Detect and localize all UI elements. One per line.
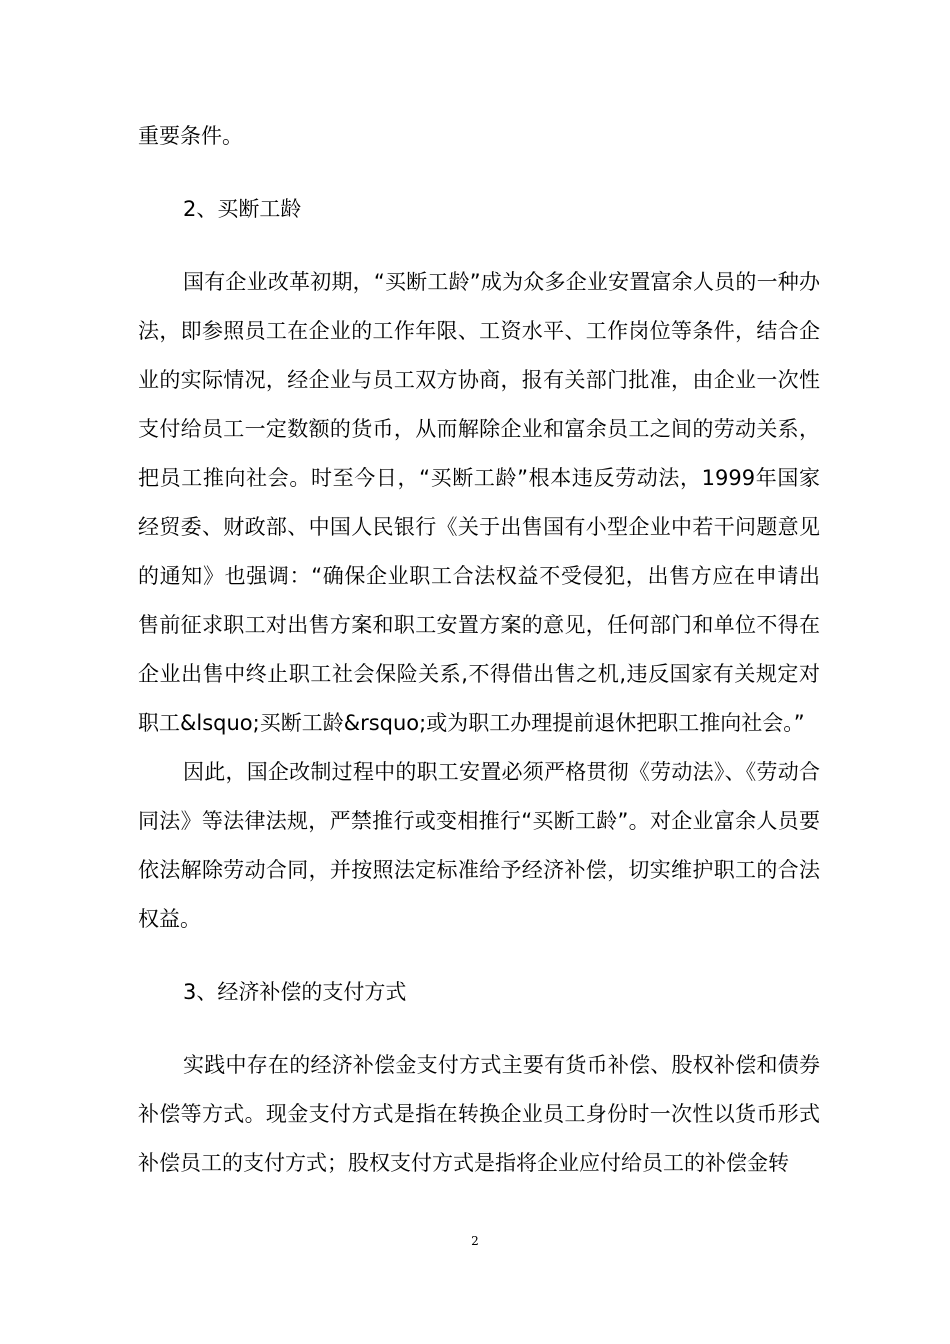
paragraph-payment: 实践中存在的经济补偿金支付方式主要有货币补偿、股权补偿和债券补偿等方式。现金支付方式是指在转换企业员工身份时一次性以货币形式补偿员工的支付方式；股权支付方式是指将企业应付给员工的补偿金转 <box>138 1053 820 1175</box>
section-heading-payment: 3、经济补偿的支付方式 <box>183 980 407 1004</box>
paragraph-buyout: 国有企业改革初期，“买断工龄”成为众多企业安置富余人员的一种办法，即参照员工在企业的工作年限、工资水平、工作岗位等条件，结合企业的实际情况，经企业与员工双方协商，报有关部门批准，由企业一次性支付给员工一定数额的货币，从而解除企业和富余员工之间的劳动关系，把员工推向社会。时至今日，“买断工龄”根本违反劳动法，1999年国家经贸委、财政部、中国人民银行《关于出售国有小型企业中若干问题意见的通知》也强调：“确保企业职工合法权益不受侵犯，出售方应在申请出售前征求职工对出售方案和职工安置方案的意见，任何部门和单位不得在企业出售中终止职工社会保险关系,不得借出售之机,违反国家有关规定对职工&lsquo;买断工龄&rsquo;或为职工办理提前退休把职工推向社会。” <box>138 270 820 735</box>
paragraph-continuation: 重要条件。 <box>138 124 243 148</box>
paragraph-conclusion: 因此，国企改制过程中的职工安置必须严格贯彻《劳动法》、《劳动合同法》等法律法规，严禁推行或变相推行“买断工龄”。对企业富余人员要依法解除劳动合同，并按照法定标准给予经济补偿，切实维护职工的合法权益。 <box>138 760 820 931</box>
section-heading-buyout: 2、买断工龄 <box>183 197 302 221</box>
page-number: 2 <box>471 1234 479 1248</box>
document-body <box>138 112 820 1188</box>
